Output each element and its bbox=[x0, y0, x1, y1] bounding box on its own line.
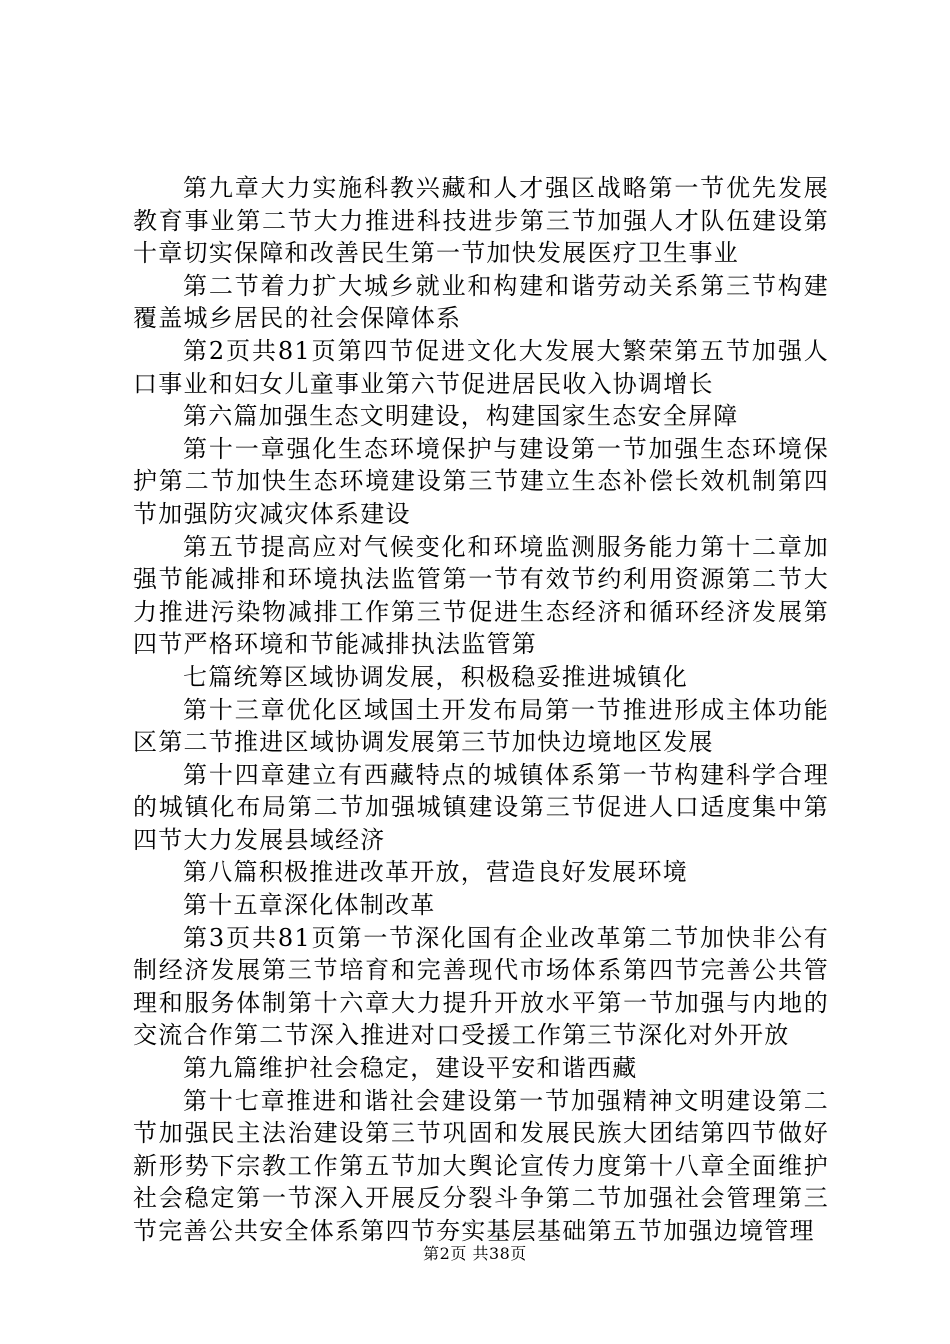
paragraph: 第十三章优化区域国土开发布局第一节推进形成主体功能区第二节推进区域协调发展第三节加快边境地区发展 bbox=[133, 695, 829, 757]
paragraph: 第3页共81页第一节深化国有企业改革第二节加快非公有制经济发展第三节培育和完善现代市场体系第四节完善公共管理和服务体制第十六章大力提升开放水平第一节加强与内地的交流合作第二节深入推进对口受援工作第三节深化对外开放 bbox=[133, 923, 829, 1050]
paragraph: 第九章大力实施科教兴藏和人才强区战略第一节优先发展教育事业第二节大力推进科技进步第三节加强人才队伍建设第十章切实保障和改善民生第一节加快发展医疗卫生事业 bbox=[133, 174, 829, 268]
paragraph: 第十四章建立有西藏特点的城镇体系第一节构建科学合理的城镇化布局第二节加强城镇建设第三节促进人口适度集中第四节大力发展县域经济 bbox=[133, 760, 829, 854]
paragraph: 第八篇积极推进改革开放，营造良好发展环境 bbox=[183, 858, 688, 887]
paragraph: 第2页共81页第四节促进文化大发展大繁荣第五节加强人口事业和妇女儿童事业第六节促进居民收入协调增长 bbox=[133, 336, 829, 398]
page-number-footer: 第2页 共38页 bbox=[423, 1244, 527, 1263]
paragraph: 第六篇加强生态文明建设，构建国家生态安全屏障 bbox=[183, 402, 739, 431]
paragraph: 第十七章推进和谐社会建设第一节加强精神文明建设第二节加强民主法治建设第三节巩固和发展民族大团结第四节做好新形势下宗教工作第五节加大舆论宣传力度第十八章全面维护社会稳定第一节深入开展反分裂斗争第二节加强社会管理第三节完善公共安全体系第四节夯实基层基础第五节加强边境管理 bbox=[133, 1086, 829, 1245]
paragraph: 第五节提高应对气候变化和环境监测服务能力第十二章加强节能减排和环境执法监管第一节有效节约利用资源第二节大力推进污染物减排工作第三节促进生态经济和循环经济发展第四节严格环境和节能减排执法监管第 bbox=[133, 532, 829, 659]
paragraph: 第九篇维护社会稳定，建设平安和谐西藏 bbox=[183, 1054, 638, 1083]
paragraph: 第十一章强化生态环境保护与建设第一节加强生态环境保护第二节加快生态环境建设第三节建立生态补偿长效机制第四节加强防灾减灾体系建设 bbox=[133, 434, 829, 528]
paragraph: 七篇统筹区域协调发展，积极稳妥推进城镇化 bbox=[183, 662, 688, 691]
paragraph: 第二节着力扩大城乡就业和构建和谐劳动关系第三节构建覆盖城乡居民的社会保障体系 bbox=[133, 271, 829, 333]
document-body bbox=[133, 172, 829, 1248]
paragraph: 第十五章深化体制改革 bbox=[183, 891, 436, 920]
